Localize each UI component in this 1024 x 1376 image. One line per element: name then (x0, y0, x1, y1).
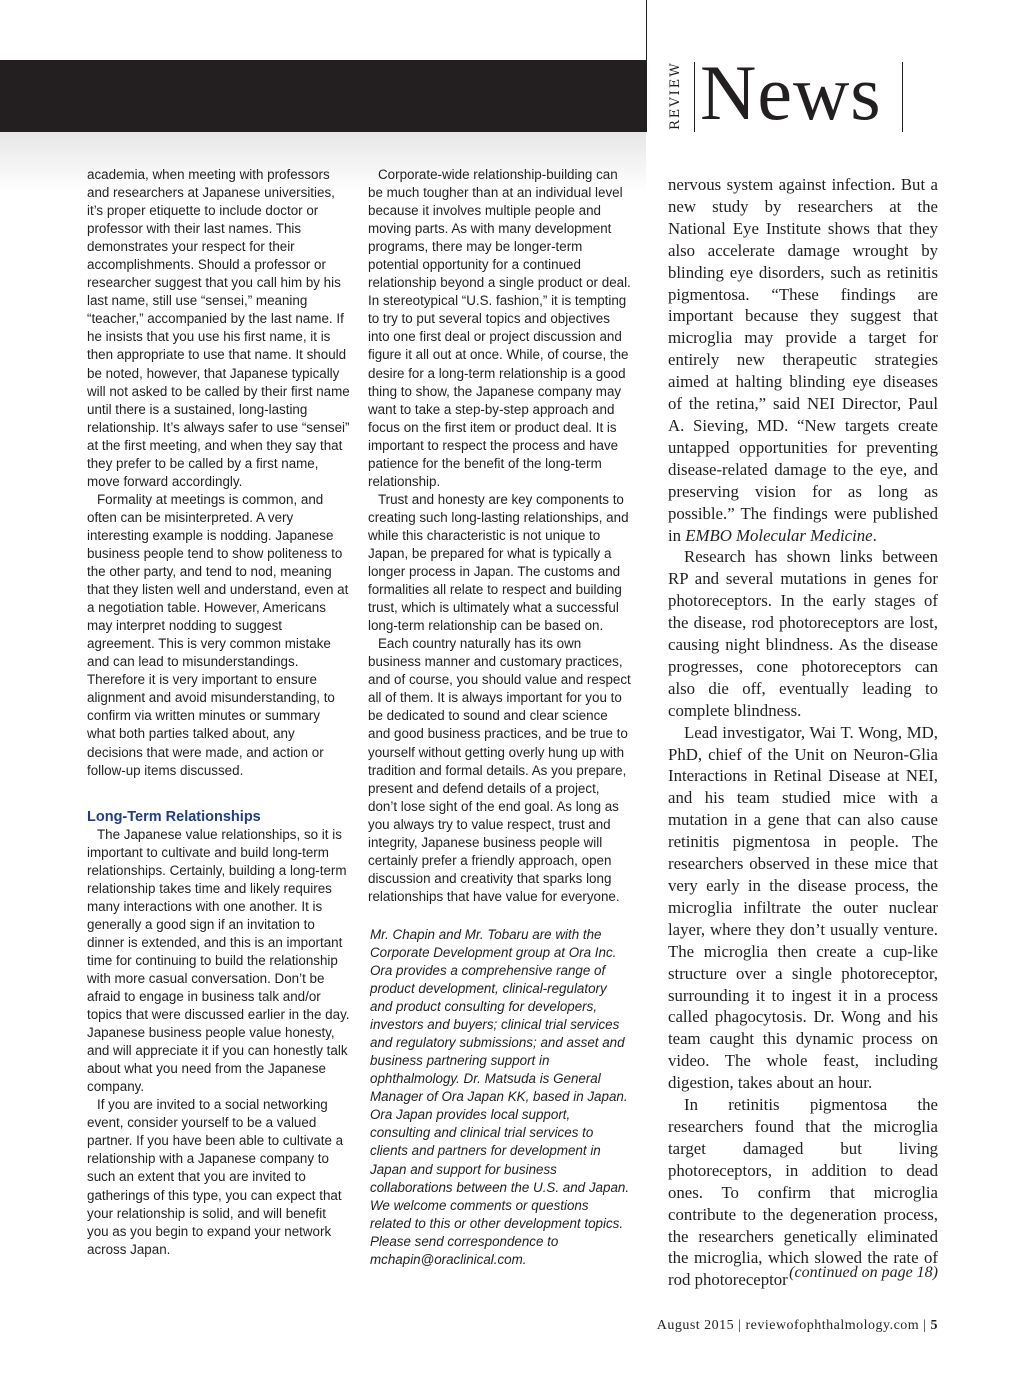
paragraph: Corporate-wide relationship-building can be much tougher than at an individual level because it involves multiple people and moving parts. As with many development programs, there may be longer-term potential opportunity for a continued relationship beyond a single product or deal. In stereotypical “U.S. fashion,” it is tempting to try to put several topics and objectives into one first deal or project discussion and figure it all out at once. While, of course, the desire for a long-term relationship is a good thing to show, the Japanese company may want to take a step-by-step approach and focus on the first item or product deal. It is important to respect the process and have patience for the benefit of the long-term relationship. (368, 167, 631, 489)
footer-separator: | (738, 1318, 742, 1333)
title-rule-right (902, 62, 903, 132)
title-rule-left (694, 62, 695, 132)
section-label: REVIEW (668, 61, 683, 130)
paragraph: The Japanese value relationships, so it is important to cultivate and build long-term relationships. Certainly, building a long-term relationship takes time and likely requires many interactions with one another. It is generally a good sign if an invitation to dinner is extended, and this is an important time for continuing to build the relationship with more casual conversation. Don’t be afraid to engage in business talk and/or topics that were discussed earlier in the day. Japanese business people value honesty, and will appreciate it if you can honestly talk about what you need from the Japanese company. (87, 826, 350, 1095)
column-divider (646, 0, 647, 132)
paragraph: Formality at meetings is common, and often can be misinterpreted. A very interesting example is nodding. Japanese business people tend to show politeness to the other party, and tend to nod, meaning that they listen well and understand, even at a negotiation table. However, Americans may interpret nodding to suggest agreement. This is very common mistake and can lead to misunderstandings. Therefore it is very important to ensure alignment and avoid misunderstanding, to confirm via written minutes or summary what both parties talked about, any decisions that were made, and action or follow-up items discussed. (87, 491, 349, 778)
news-column (668, 174, 938, 1291)
page-title: News (700, 49, 882, 136)
paragraph: Trust and honesty are key components to creating such long-lasting relationships, and while this characteristic is not unique to Japan, be prepared for what is typically a longer process in Japan. The customs and formalities all relate to respect and building trust, which is ultimately what a successful long-term relationship can be based on. (368, 491, 629, 634)
paragraph: Research has shown links between RP and several mutations in genes for photoreceptors. In the early stages of the disease, rod photoreceptors are lost, causing night blindness. As the disease progresses, cone photoreceptors can also die off, eventually leading to complete blindness. (668, 547, 938, 720)
website: reviewofophthalmology.com (745, 1318, 920, 1333)
header-bar (0, 60, 646, 132)
page-footer (560, 1318, 938, 1334)
author-bio: Mr. Chapin and Mr. Tobaru are with the Corporate Development group at Ora Inc. Ora provides a comprehensive range of product development, clinical-regulatory and product consulting for developers, investors and buyers; clinical trial services and regulatory submissions; and asset and business partnering support in ophthalmology. Dr. Matsuda is General Manager of Ora Japan KK, based in Japan. Ora Japan provides local support, consulting and clinical trial services to clients and partners for development in Japan and support for business collaborations between the U.S. and Japan. We welcome comments or questions related to this or other development topics. Please send correspondence to mchapin@oraclinical.com. (370, 926, 630, 1267)
paragraph: If you are invited to a social networking event, consider yourself to be a valued partner. If you have been able to cultivate a relationship with a Japanese company to such an extent that you are invited to gatherings of this type, you can expect that your relationship is solid, and will benefit you as you begin to expand your network across Japan. (87, 1097, 344, 1257)
paragraph: Lead investigator, Wai T. Wong, MD, PhD, chief of the Unit on Neuron-Glia Interactions in Retinal Disease at NEI, and his team studied mice with a mutation in a gene that can also cause retinitis pigmentosa in people. The researchers observed in these mice that very early in the disease process, the microglia infiltrate the outer nuclear layer, where they don’t usually venture. The microglia then create a cup-like structure over a single photoreceptor, surrounding it to ingest it in a process called phagocytosis. Dr. Wong and his team caught this dynamic process on video. The whole feast, including digestion, takes about an hour. (668, 722, 938, 1093)
section-heading: Long-Term Relationships (87, 808, 261, 825)
page-number: 5 (930, 1318, 938, 1333)
paragraph (668, 174, 938, 546)
continued-note: (continued on page 18) (789, 1264, 938, 1281)
article-column-1 (87, 166, 351, 1259)
issue-date: August 2015 (656, 1318, 735, 1333)
footer-separator: | (923, 1318, 927, 1333)
article-column-2 (368, 166, 632, 1269)
text-run: . (872, 525, 877, 545)
journal-name: EMBO Molecular Medicine (685, 525, 873, 545)
paragraph: In retinitis pigmentosa the researchers found that the microglia target damaged but living photoreceptors, in addition to dead ones. To confirm that microglia contribute to the degeneration process, the researchers genetically eliminated the microglia, which slowed the rate of rod photoreceptor (668, 1095, 938, 1290)
text-run: nervous system against infection. But a new study by researchers at the National Eye Institute shows that they also accelerate damage wrought by blinding eye disorders, such as retinitis pigmentosa. “These findings are important because they suggest that microglia may provide a target for entirely new therapeutic strategies aimed at halting blinding eye diseases of the retina,” said NEI Director, Paul A. Sieving, MD. “New targets create untapped opportunities for preventing disease-related damage to the eye, and preserving vision for as long as possible.” The findings were published in (668, 175, 938, 545)
paragraph: academia, when meeting with professors and researchers at Japanese universities, it’s proper etiquette to include doctor or professor with their last names. This demonstrates your respect for their accomplishments. Should a professor or researcher suggest that you call him by his last name, still use “sensei,” meaning “teacher,” accompanied by the last name. If he insists that you use his first name, it is then appropriate to use that name. It should be noted, however, that Japanese typically will not asked to be called by their first name until there is a sustained, long-lasting relationship. It’s always safer to use “sensei” at the first meeting, and when they say that they prefer to be called by a first name, move forward accordingly. (87, 167, 350, 489)
paragraph: Each country naturally has its own business manner and customary practices, and of course, you should value and respect all of them. It is always important for you to be dedicated to sound and clear science and good business practices, and be true to yourself without getting overly hung up with tradition and formal details. As you prepare, present and defend details of a project, don’t lose sight of the end goal. As long as you always try to value respect, trust and integrity, Japanese business people will certainly prefer a friendly approach, open discussion and creativity that sparks long relationships that have value for everyone. (368, 636, 631, 904)
